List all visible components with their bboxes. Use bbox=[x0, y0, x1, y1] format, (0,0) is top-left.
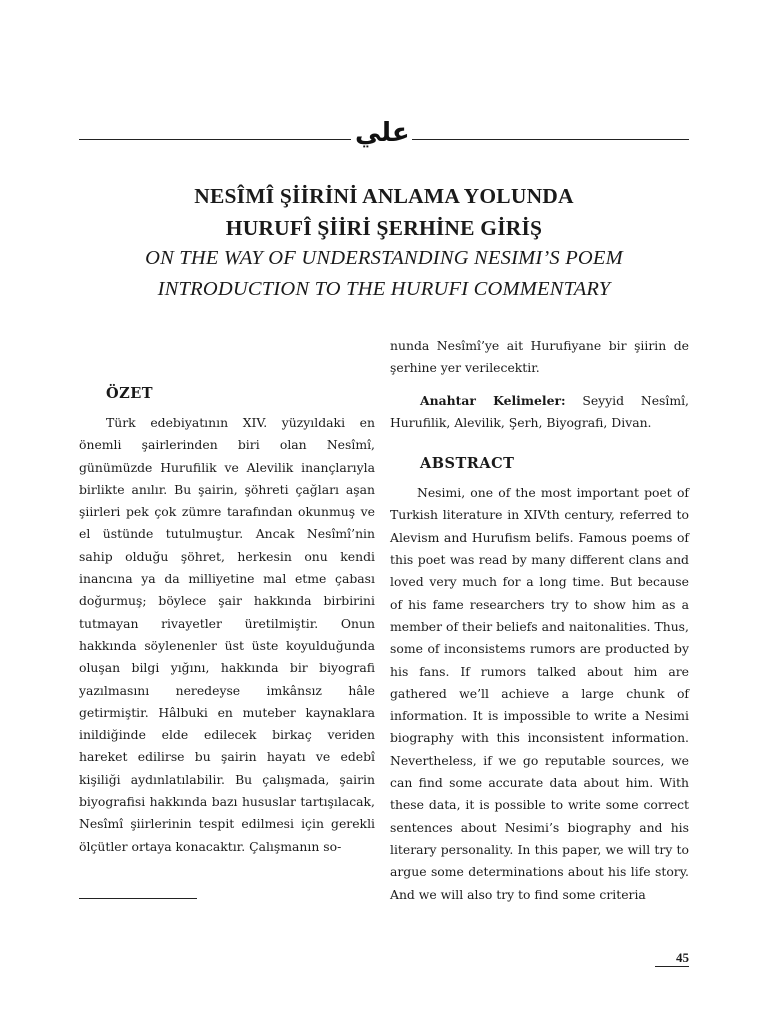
english-title bbox=[79, 243, 689, 305]
keywords-text: Seyyid Nesîmî, Hurufilik, Alevilik, Şerh, Biyografi, Divan. bbox=[390, 392, 689, 430]
abstract-heading: ABSTRACT bbox=[420, 455, 515, 473]
turkish-title-line-2: HURUFÎ ŞİİRİ ŞERHİNE GİRİŞ bbox=[225, 216, 543, 240]
english-title-line-2: INTRODUCTION TO THE HURUFI COMMENTARY bbox=[157, 278, 611, 300]
arabic-calligraphy-logo: علي bbox=[355, 118, 410, 148]
left-column bbox=[79, 382, 375, 858]
turkish-title bbox=[79, 180, 689, 244]
header-rule-right bbox=[412, 139, 689, 140]
ozet-continuation: nunda Nesîmî’ye ait Hurufiyane bir şiirin de şerhine yer verilecektir. bbox=[390, 338, 689, 376]
keywords-label: Anahtar Kelimeler: bbox=[420, 392, 566, 408]
footnote-separator bbox=[79, 898, 197, 899]
english-title-line-1: ON THE WAY OF UNDERSTANDING NESIMI’S POEM bbox=[145, 247, 623, 269]
ozet-body: Türk edebiyatının XIV. yüzyıldaki en önemli şairlerinden biri olan Nesîmî, günümüzde Hurufilik ve Alevilik inançlarıyla birlikte anılır. Bu şairin, şöhreti çağları aşan şiirleri pek çok zümre tarafından okunmuş ve el üstünde tutulmuştur. Ancak Nesîmî’nin sahip olduğu şöhret, herkesin onu kendi inancına ya da milliyetine mal etme çabası doğurmuş; böylece şair hakkında birbirini tutmayan rivayetler üretilmiştir. Onun hakkında söylenenler üst üste koyulduğunda oluşan bilgi yığını, hakkında bir biyografi yazılmasını neredeyse imkânsız hâle getirmiştir. Hâlbuki en muteber kaynaklara inildiğinde elde edilecek birkaç veriden hareket edilirse bu şairin hayatı ve edebî kişiliği aydınlatılabilir. Bu çalışmada, şairin biyografisi hakkında bazı hususlar tartışılacak, Nesîmî şiirlerinin tespit edilmesi için gerekli ölçütler ortaya konacaktır. Çalışmanın so- bbox=[79, 415, 375, 854]
keywords-paragraph bbox=[390, 390, 689, 435]
ozet-heading: ÖZET bbox=[106, 385, 154, 402]
right-column bbox=[390, 335, 689, 906]
header-rule-left bbox=[79, 139, 351, 140]
abstract-body: Nesimi, one of the most important poet of Turkish literature in XIVth century, referred to Alevism and Hurufism belifs. Famous poems of this poet was read by many different clans and loved very much for a long time. But because of his fame researchers try to show him as a member of their beliefs and naitonalities. Thus, some of inconsistems rumors are producted by his fans. If rumors talked about him are gathered we’ll achieve a large chunk of information. It is impossible to write a Nesimi biography with this inconsistent information. Nevertheless, if we go reputable sources, we can find some accurate data about him. With these data, it is possible to write some correct sentences about Nesimi’s biography and his literary personality. In this paper, we will try to argue some determinations about his life story. And we will also try to find some criteria bbox=[390, 485, 689, 902]
turkish-title-line-1: NESÎMÎ ŞİİRİNİ ANLAMA YOLUNDA bbox=[194, 184, 574, 208]
page-number: 45 bbox=[655, 950, 689, 967]
